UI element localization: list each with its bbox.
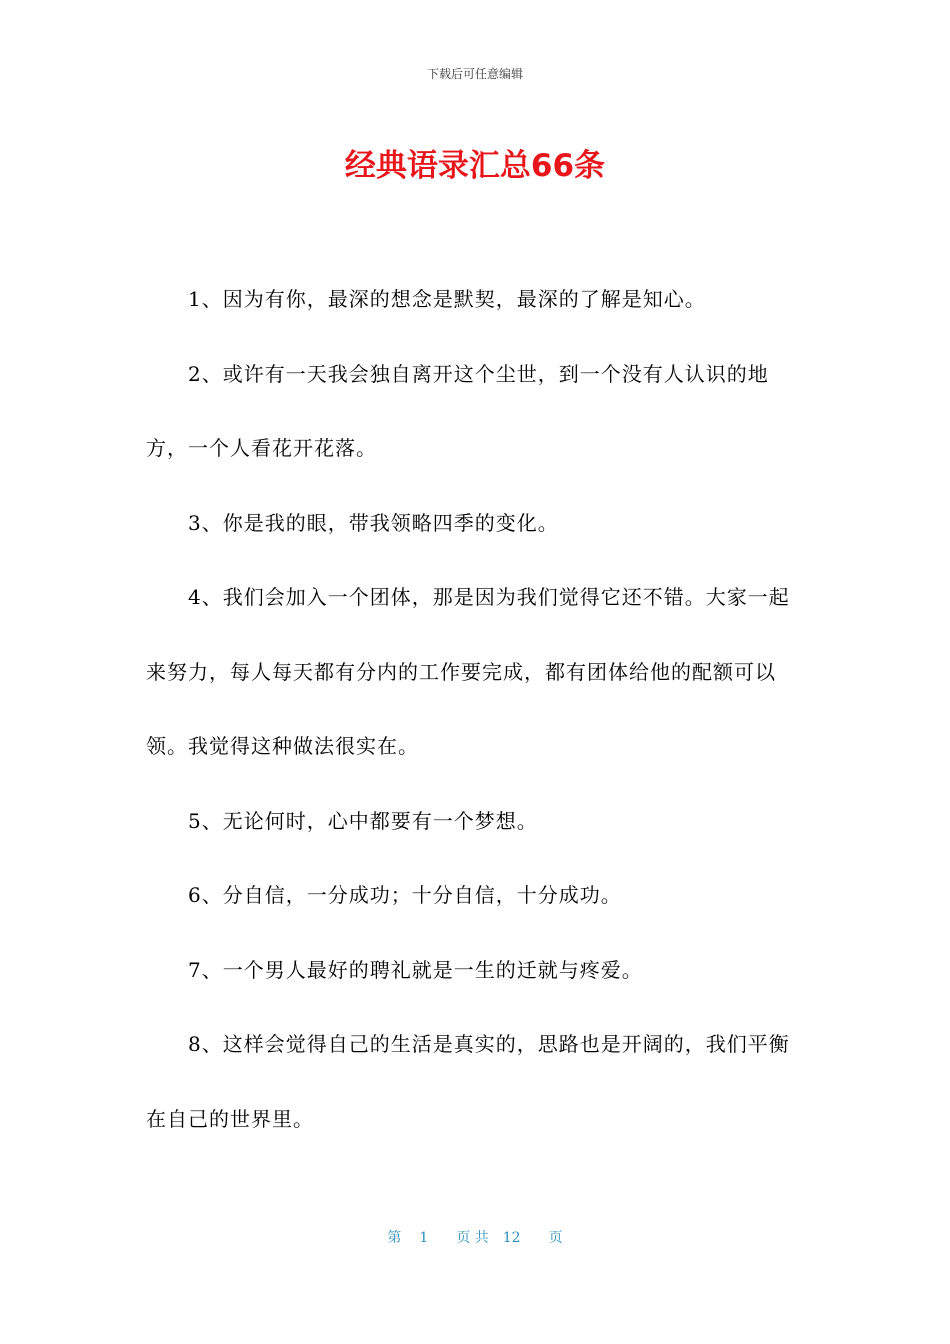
paragraph-5: 5、无论何时，心中都要有一个梦想。	[188, 808, 538, 833]
footer-current-page: 1	[419, 1230, 429, 1246]
document-title: 经典语录汇总66条	[344, 148, 606, 184]
paragraph-7: 7、一个男人最好的聘礼就是一生的迁就与疼爱。	[188, 957, 643, 982]
footer-middle: 页 共	[456, 1230, 489, 1246]
paragraph-2: 2、或许有一天我会独自离开这个尘世，到一个没有人认识的地方，一个人看花开花落。	[146, 361, 769, 460]
paragraph-1: 1、因为有你，最深的想念是默契，最深的了解是知心。	[188, 287, 706, 311]
paragraph-8: 8、这样会觉得自己的生活是真实的，思路也是开阔的，我们平衡在自己的世界里。	[146, 1032, 790, 1131]
footer-total-pages: 12	[502, 1230, 521, 1246]
paragraph-3: 3、你是我的眼，带我领略四季的变化。	[188, 510, 559, 535]
paragraph-6: 6、分自信，一分成功；十分自信，十分成功。	[188, 883, 622, 907]
footer-suffix: 页	[548, 1230, 563, 1246]
page-footer	[0, 1228, 950, 1248]
paragraph-4: 4、我们会加入一个团体，那是因为我们觉得它还不错。大家一起来努力，每人每天都有分内的工作要完成，都有团体给他的配额可以领。我觉得这种做法很实在。	[146, 585, 790, 758]
footer-prefix: 第	[387, 1230, 402, 1246]
header-note: 下载后可任意编辑	[426, 67, 523, 81]
document-body	[146, 262, 806, 1156]
